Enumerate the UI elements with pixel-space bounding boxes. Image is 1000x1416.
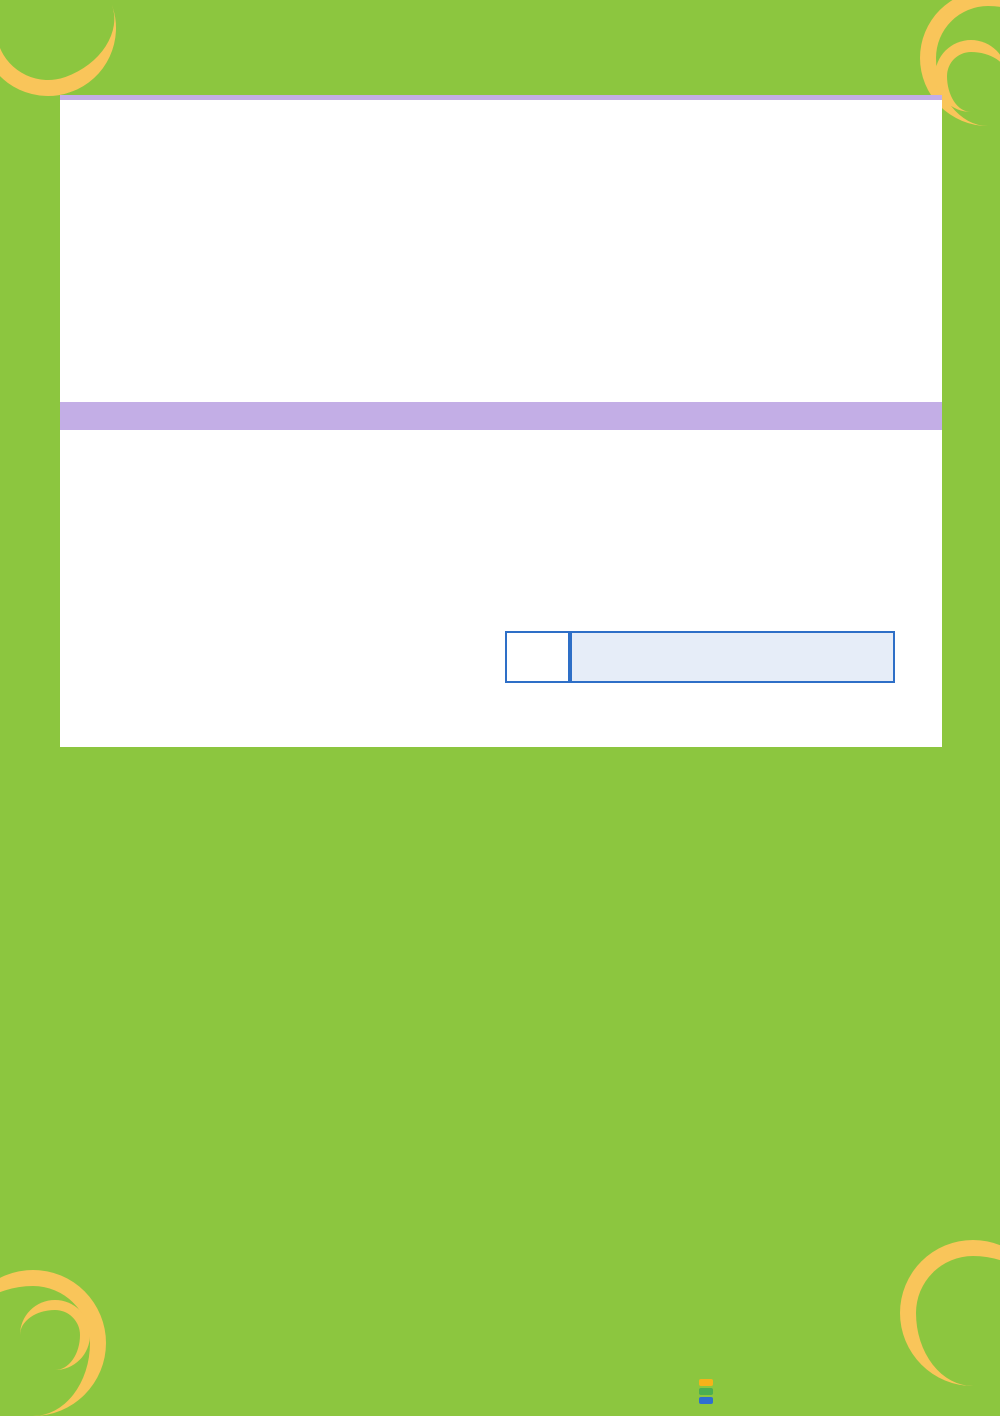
answer-cell-active[interactable] [505,631,570,683]
liveworksheets-icon [697,1379,715,1407]
swirl-decoration [20,1300,90,1370]
answer-row-highlight[interactable] [570,631,895,683]
swirl-decoration [935,40,1000,112]
grid-lines [60,430,942,747]
operations-grid-top [60,100,942,402]
brand-logo [697,1378,719,1409]
swirl-decoration [900,1240,1000,1386]
operations-grid-bottom [60,430,942,747]
grid-lines [60,100,942,402]
